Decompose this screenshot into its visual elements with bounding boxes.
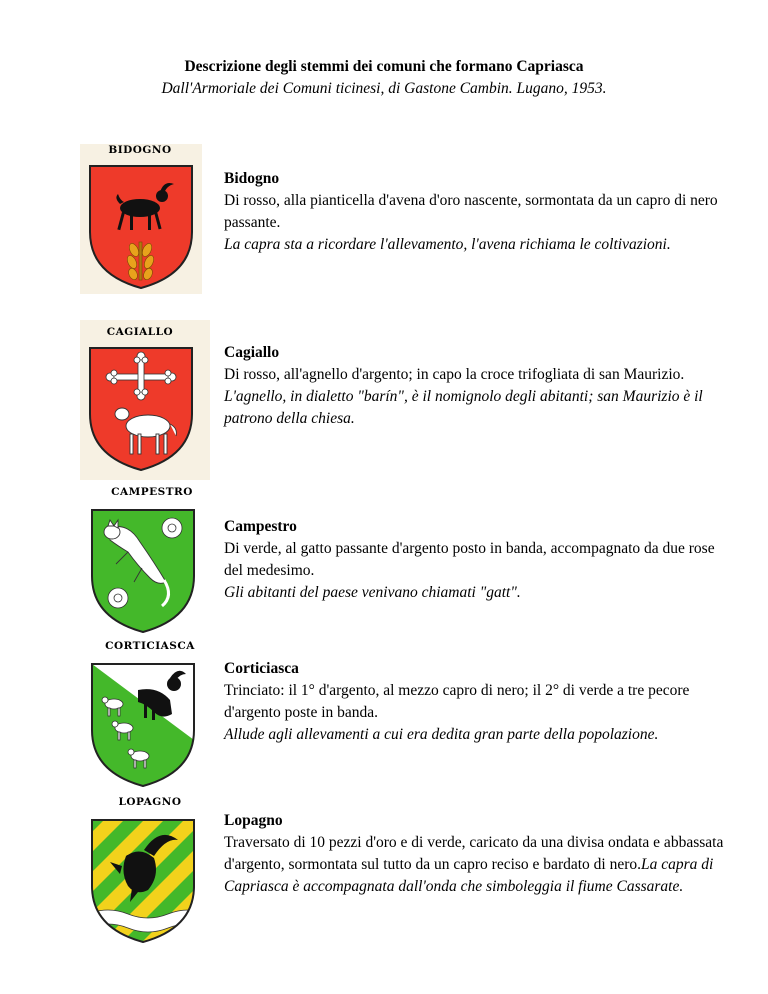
entry-blazon: Di rosso, all'agnello d'argento; in capo la croce trifogliata di san Maurizio. [224,366,685,383]
shield-goat-oat-icon [86,162,196,290]
entry-note: Gli abitanti del paese venivano chiamati "gatt". [224,584,521,601]
shield-cat-roses-icon [88,506,198,634]
shield-goat-wave-icon [88,816,198,944]
page-title: Descrizione degli stemmi dei comuni che formano Capriasca [184,58,584,75]
entry-blazon-text: Traversato di 10 pezzi d'oro e di verde, caricato da una divisa ondata e abbassata d'argento, sormontata sul tutto da un capro reciso e bardato di nero. [224,834,724,873]
entry-note: L'agnello, in dialetto "barín", è il nomignolo degli abitanti; san Maurizio è il patrono della chiesa. [224,388,703,427]
entry-text [224,342,724,430]
entry-text [224,658,724,746]
entry-blazon [224,834,723,895]
entry-text [224,516,724,604]
crest-corticiasca [82,640,212,790]
page-subtitle: Dall'Armoriale dei Comuni ticinesi, di Gastone Cambin. Lugano, 1953. [161,80,607,97]
entry-name: Corticiasca [224,660,299,677]
crest-label: CAGIALLO [106,326,174,338]
entry-note: La capra di Capriasca è accompagnata dall'onda che simboleggia il fiume Cassarate. [224,856,714,895]
entry-text [224,810,724,898]
entry-name: Lopagno [224,812,283,829]
crest-label: BIDOGNO [108,144,172,156]
crest-lopagno [82,796,212,946]
crest-label: LOPAGNO [118,796,182,808]
entry-blazon: Di verde, al gatto passante d'argento posto in banda, accompagnato da due rose del medesimo. [224,540,715,579]
shield-goat-sheep-icon [88,660,198,788]
entry-note: Allude agli allevamenti a cui era dedita gran parte della popolazione. [224,726,659,743]
crest-cagiallo [80,320,210,480]
entry-name: Cagiallo [224,344,280,361]
entry-name: Campestro [224,518,297,535]
crest-label: CAMPESTRO [111,486,193,498]
entry-name: Bidogno [224,170,280,187]
crest-bidogno [80,144,202,294]
shield-lamb-cross-icon [86,344,196,472]
entry-blazon: Di rosso, alla pianticella d'avena d'oro nascente, sormontata da un capro di nero passante. [224,192,718,231]
entry-text [224,168,724,256]
crest-campestro [82,486,212,636]
entry-blazon: Trinciato: il 1° d'argento, al mezzo capro di nero; il 2° di verde a tre pecore d'argento poste in banda. [224,682,690,721]
crest-label: CORTICIASCA [105,640,195,652]
entry-note: La capra sta a ricordare l'allevamento, l'avena richiama le coltivazioni. [224,236,671,253]
